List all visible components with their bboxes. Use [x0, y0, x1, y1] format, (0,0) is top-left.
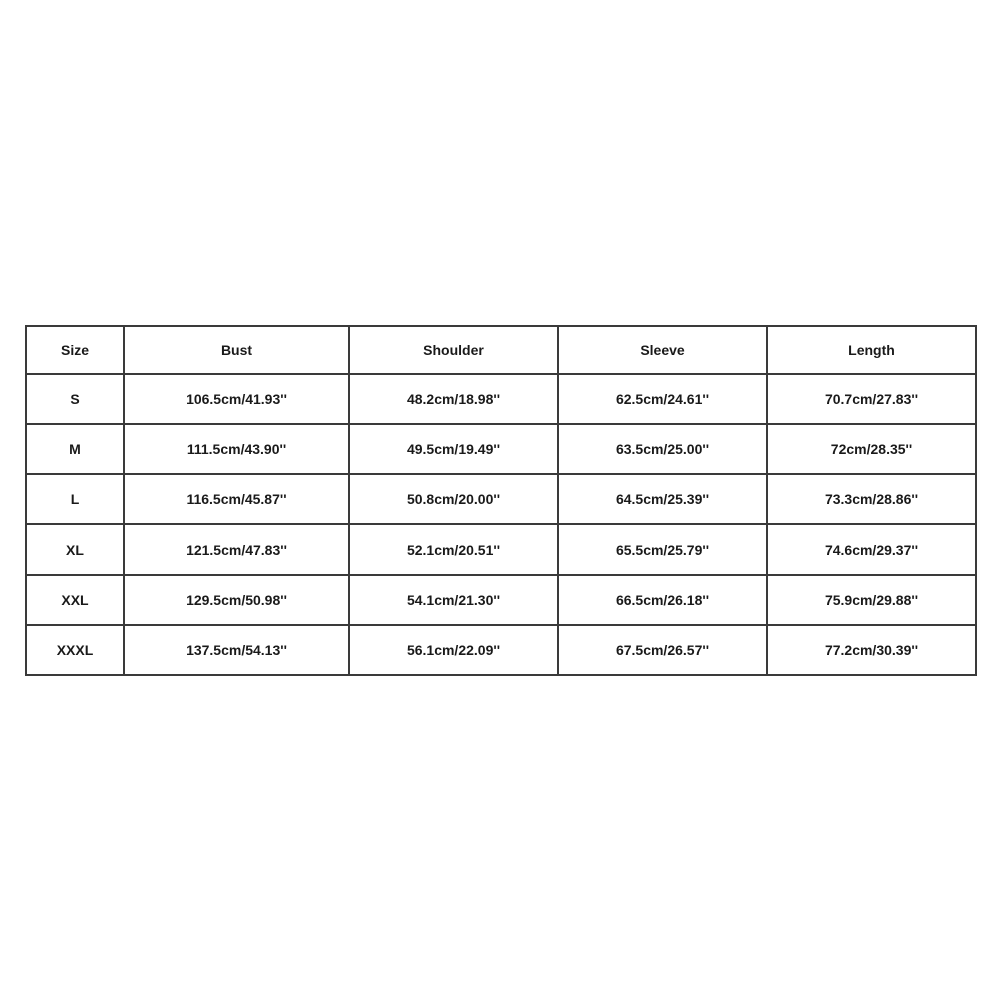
- length-cell: 72cm/28.35'': [767, 424, 976, 474]
- table-header-row: [26, 326, 976, 374]
- bust-cell: 137.5cm/54.13'': [124, 625, 349, 675]
- bust-cell: 106.5cm/41.93'': [124, 374, 349, 424]
- sleeve-cell: 66.5cm/26.18'': [558, 575, 767, 625]
- size-cell: L: [26, 474, 124, 524]
- size-cell: XXL: [26, 575, 124, 625]
- table-row: [26, 575, 976, 625]
- sleeve-cell: 63.5cm/25.00'': [558, 424, 767, 474]
- size-cell: S: [26, 374, 124, 424]
- bust-cell: 121.5cm/47.83'': [124, 524, 349, 574]
- sleeve-cell: 67.5cm/26.57'': [558, 625, 767, 675]
- bust-cell: 111.5cm/43.90'': [124, 424, 349, 474]
- length-cell: 75.9cm/29.88'': [767, 575, 976, 625]
- length-cell: 70.7cm/27.83'': [767, 374, 976, 424]
- table-row: [26, 625, 976, 675]
- sleeve-cell: 62.5cm/24.61'': [558, 374, 767, 424]
- size-chart-table: [25, 325, 977, 676]
- table-row: [26, 424, 976, 474]
- header-sleeve: Sleeve: [558, 326, 767, 374]
- shoulder-cell: 48.2cm/18.98'': [349, 374, 558, 424]
- shoulder-cell: 56.1cm/22.09'': [349, 625, 558, 675]
- header-length: Length: [767, 326, 976, 374]
- header-shoulder: Shoulder: [349, 326, 558, 374]
- shoulder-cell: 50.8cm/20.00'': [349, 474, 558, 524]
- length-cell: 74.6cm/29.37'': [767, 524, 976, 574]
- table-row: [26, 374, 976, 424]
- length-cell: 77.2cm/30.39'': [767, 625, 976, 675]
- shoulder-cell: 49.5cm/19.49'': [349, 424, 558, 474]
- size-cell: M: [26, 424, 124, 474]
- length-cell: 73.3cm/28.86'': [767, 474, 976, 524]
- header-bust: Bust: [124, 326, 349, 374]
- sleeve-cell: 64.5cm/25.39'': [558, 474, 767, 524]
- sleeve-cell: 65.5cm/25.79'': [558, 524, 767, 574]
- shoulder-cell: 54.1cm/21.30'': [349, 575, 558, 625]
- size-cell: XL: [26, 524, 124, 574]
- bust-cell: 129.5cm/50.98'': [124, 575, 349, 625]
- shoulder-cell: 52.1cm/20.51'': [349, 524, 558, 574]
- bust-cell: 116.5cm/45.87'': [124, 474, 349, 524]
- table-row: [26, 474, 976, 524]
- header-size: Size: [26, 326, 124, 374]
- size-cell: XXXL: [26, 625, 124, 675]
- table-row: [26, 524, 976, 574]
